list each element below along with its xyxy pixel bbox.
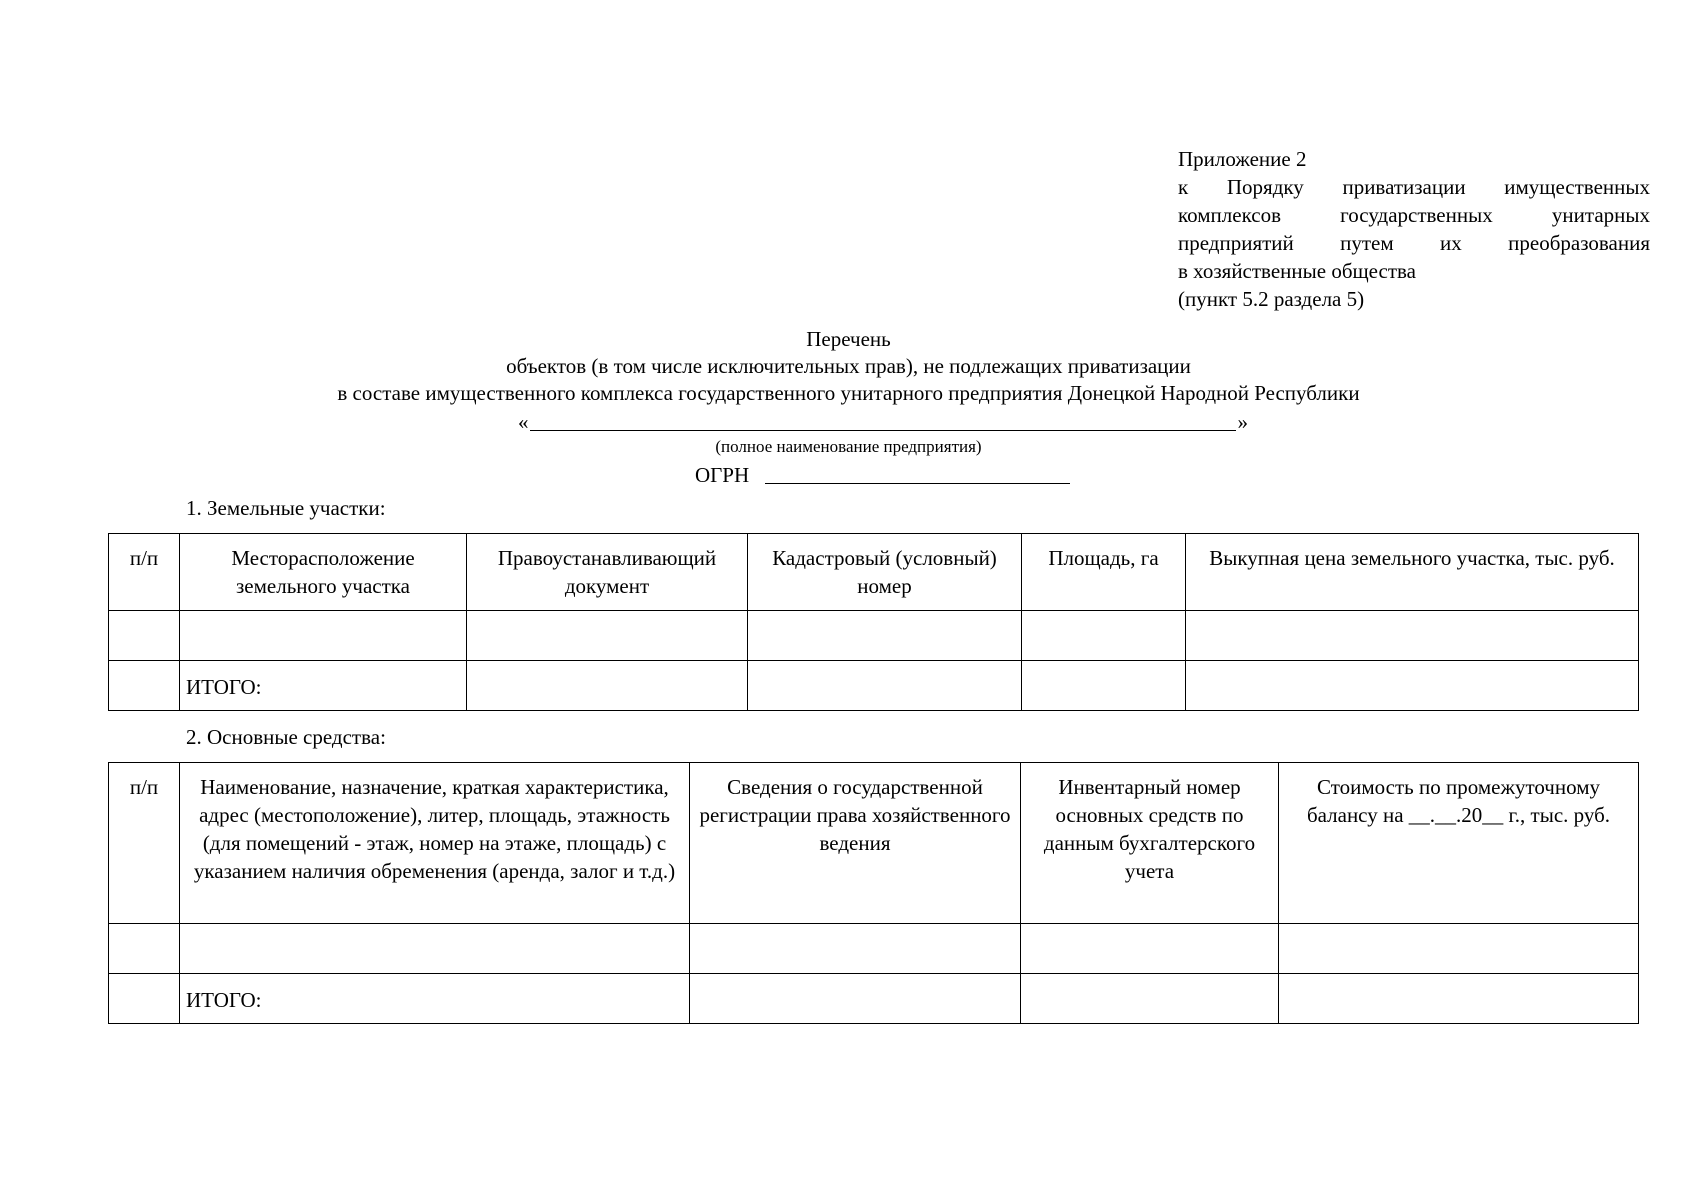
- ogrn-label: ОГРН: [695, 463, 750, 487]
- appendix-line-1: Приложение 2: [1178, 147, 1307, 171]
- table-row: [109, 611, 1639, 661]
- total-row: [109, 974, 1639, 1024]
- table-cell: [1021, 924, 1279, 974]
- appendix-line-5: в хозяйственные общества: [1178, 259, 1416, 283]
- table-cell: [1279, 974, 1639, 1024]
- appendix-line-4: предприятий путем их преобразования: [1178, 231, 1650, 255]
- header-cell: Стоимость по промежуточному балансу на __.__.20__ г., тыс. руб.: [1279, 763, 1639, 924]
- appendix-line-2: к Порядку приватизации имущественных: [1178, 175, 1650, 199]
- header-cell: Правоустанавливающий документ: [467, 534, 748, 611]
- total-label: ИТОГО:: [180, 661, 467, 711]
- quote-close: »: [1237, 410, 1248, 434]
- table-header-row: [109, 534, 1639, 611]
- header-cell: Сведения о государственной регистрации права хозяйственного ведения: [690, 763, 1021, 924]
- appendix-line-6: (пункт 5.2 раздела 5): [1178, 287, 1365, 311]
- table-row: [109, 924, 1639, 974]
- enterprise-name-blank: [530, 430, 1236, 431]
- section-1-title: 1. Земельные участки:: [186, 496, 386, 520]
- table-cell: [109, 924, 180, 974]
- table-cell: [748, 661, 1022, 711]
- table-cell: [1186, 661, 1639, 711]
- table-cell: [1021, 974, 1279, 1024]
- ogrn-field: [695, 461, 1075, 489]
- ogrn-blank: [765, 483, 1070, 484]
- appendix-block: [1178, 145, 1650, 313]
- header-cell: Выкупная цена земельного участка, тыс. руб.: [1186, 534, 1639, 611]
- header-cell: Наименование, назначение, краткая характеристика, адрес (местоположение), литер, площадь, этажность (для помещений - этаж, номер на этаже, площадь) с указанием наличия обременения (аренда, залог и т.д.): [180, 763, 690, 924]
- table-cell: [748, 611, 1022, 661]
- table-cell: [467, 611, 748, 661]
- section-2-title: 2. Основные средства:: [186, 725, 386, 749]
- appendix-line-3: комплексов государственных унитарных: [1178, 203, 1650, 227]
- header-cell: Кадастровый (условный) номер: [748, 534, 1022, 611]
- table-cell: [1186, 611, 1639, 661]
- land-plots-table: [108, 533, 1639, 711]
- table-cell: [180, 924, 690, 974]
- header-cell: Инвентарный номер основных средств по данным бухгалтерского учета: [1021, 763, 1279, 924]
- doc-subtitle-2: в составе имущественного комплекса государственного унитарного предприятия Донецкой Народной Республики: [337, 381, 1360, 405]
- quote-open: «: [518, 410, 529, 434]
- header-cell: Месторасположение земельного участка: [180, 534, 467, 611]
- header-cell: Площадь, га: [1022, 534, 1186, 611]
- header-cell: п/п: [109, 534, 180, 611]
- table-cell: [690, 924, 1021, 974]
- total-label: ИТОГО:: [180, 974, 690, 1024]
- table-cell: [109, 611, 180, 661]
- table-cell: [1022, 611, 1186, 661]
- table-cell: [690, 974, 1021, 1024]
- enterprise-name-caption: (полное наименование предприятия): [715, 437, 982, 456]
- table-cell: [180, 611, 467, 661]
- doc-subtitle-1: объектов (в том числе исключительных прав), не подлежащих приватизации: [506, 354, 1191, 378]
- fixed-assets-table: [108, 762, 1639, 1024]
- doc-title: Перечень: [806, 327, 891, 351]
- table-header-row: [109, 763, 1639, 924]
- table-cell: [467, 661, 748, 711]
- header-cell: п/п: [109, 763, 180, 924]
- table-cell: [109, 974, 180, 1024]
- total-row: [109, 661, 1639, 711]
- table-cell: [1022, 661, 1186, 711]
- table-cell: [1279, 924, 1639, 974]
- table-cell: [109, 661, 180, 711]
